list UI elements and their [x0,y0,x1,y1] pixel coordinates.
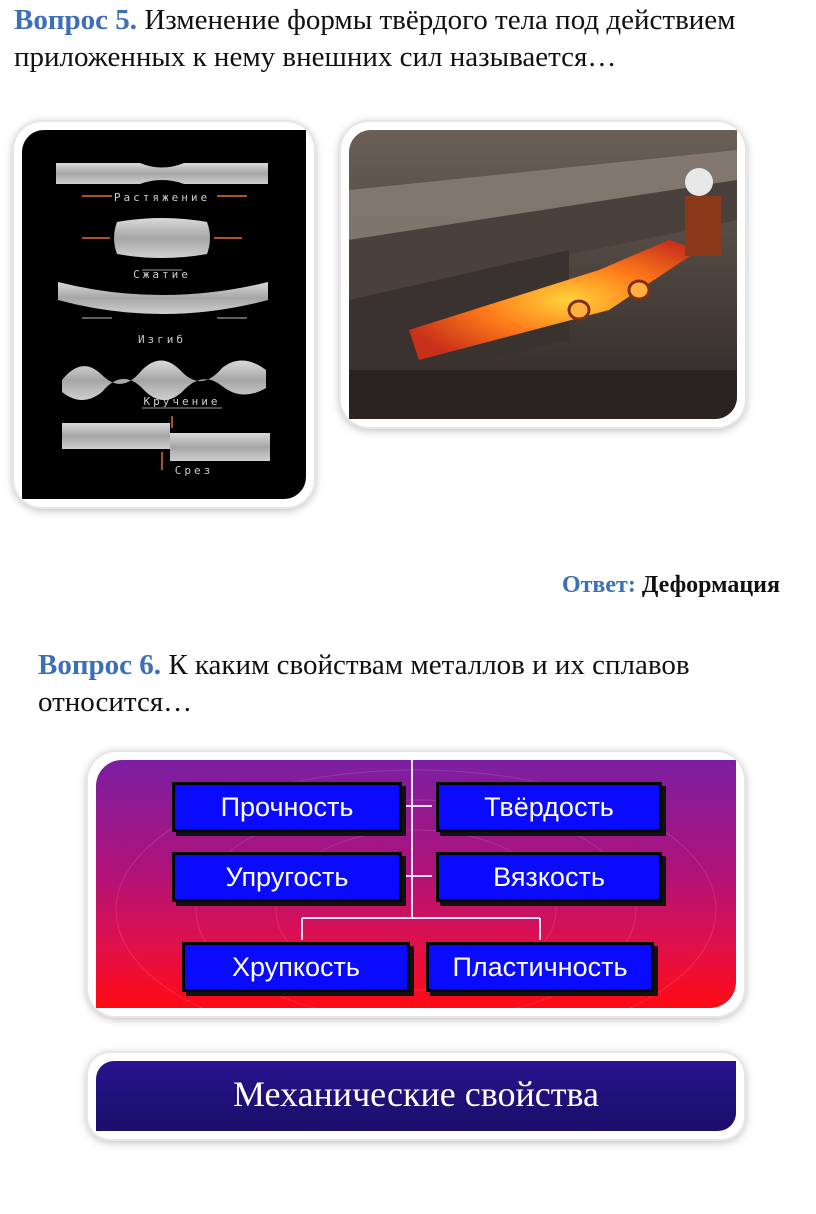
shear-bar-right [170,433,270,461]
compression-label: Сжатие [133,268,191,281]
property-viscosity: Вязкость [436,852,662,902]
property-hardness: Твёрдость [436,782,662,832]
tension-label: Растяжение [113,191,211,204]
question-5-body: Изменение формы твёрдого тела под действием приложенных к нему внешних сил называется… [14,4,736,73]
property-brittleness: Хрупкость [182,942,410,992]
answer-6-value: Механические свойства [233,1074,599,1114]
question-6-label: Вопрос 6. [38,649,162,681]
forging-illustration [349,130,737,419]
bending-label: Изгиб [137,333,187,346]
question-5-label: Вопрос 5. [14,4,138,36]
bending-bar [58,282,268,314]
compression-bar [114,218,210,258]
deformation-types-diagram [22,130,306,499]
torsion-label: Кручение [143,395,221,408]
question-5-text [14,2,804,76]
shear-bar-left [62,423,170,449]
answer-5-value: Деформация [635,572,780,598]
shear-label: Срез [174,464,214,477]
deformation-types-image [14,122,314,507]
properties-diagram [88,752,744,1016]
answer-5 [562,572,780,599]
forging-photo [341,122,745,427]
question-6-body: К каким свойствам металлов и их сплавов относится… [38,649,690,718]
property-strength: Прочность [172,782,402,832]
mechanical-properties-banner [88,1053,744,1139]
property-plasticity: Пластичность [426,942,654,992]
tension-bar [56,163,268,184]
question-6-text [38,647,798,721]
property-elasticity: Упругость [172,852,402,902]
answer-5-label: Ответ: [561,572,636,598]
